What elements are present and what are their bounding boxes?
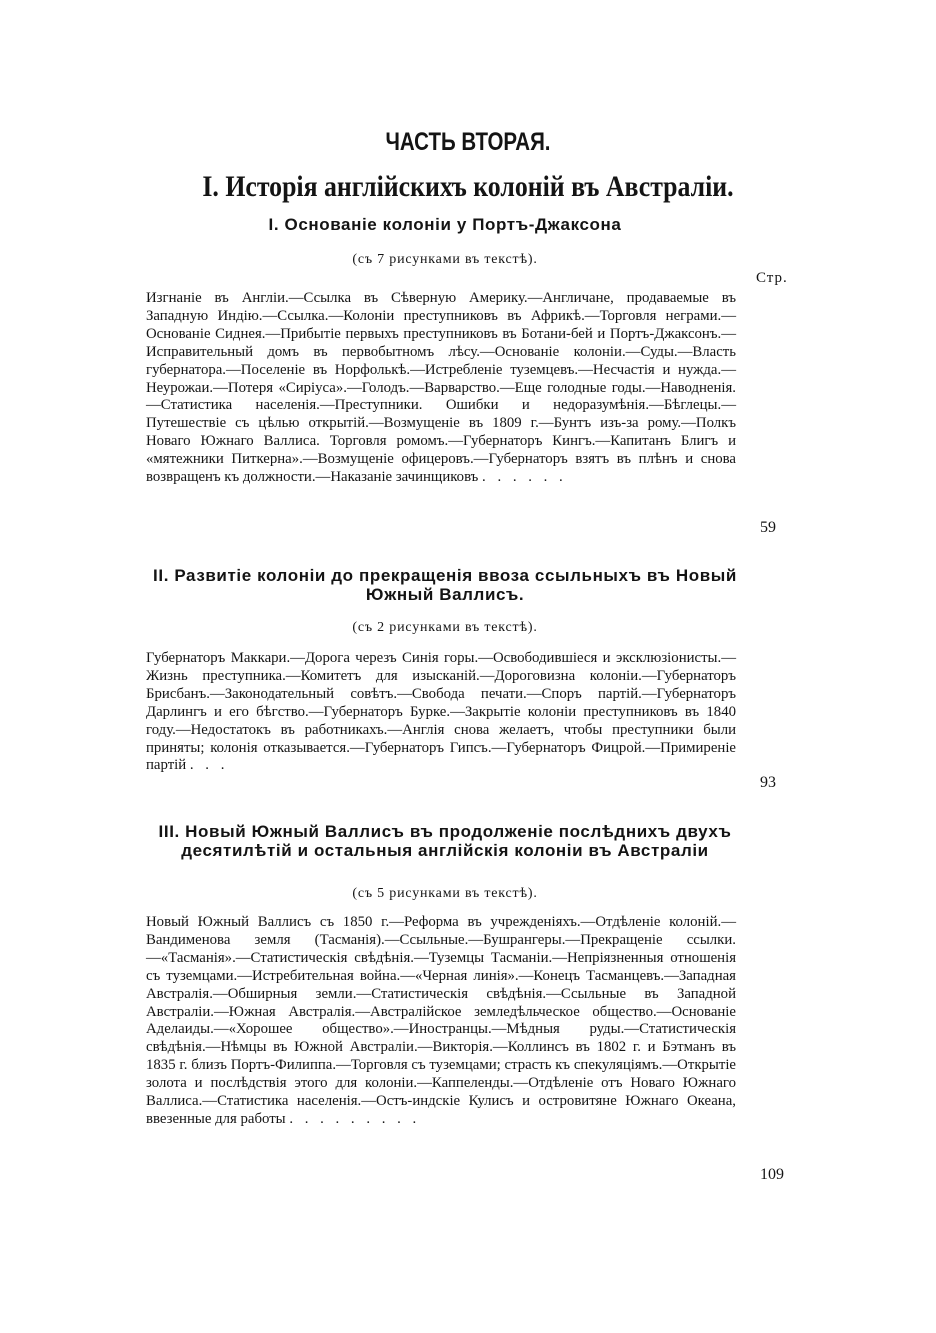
section-3-page-number: 109 [760, 1166, 784, 1183]
part-title: ЧАСТЬ ВТОРАЯ. [385, 128, 551, 156]
leader-dots: . . . [189, 757, 229, 774]
section-2-contents-text: Губернаторъ Маккари.—Дорога черезъ Синія горы.—Освободившіеся и эксклюзіонисты.—Жизнь преступника.—Комитетъ для изысканій.—Дороговизна колоніи.—Губернаторъ Брисбанъ.—Законодательный совѣтъ.—Свобода печати.—Споръ партій.—Губернаторъ Дарлингъ и его бѣгство.—Губернаторъ Бурке.—Закрытіе колоніи преступниковъ въ 1840 году.—Недостатокъ въ работникахъ.—Англія снова желаетъ, чтобы преступники были приняты; колонія отказывается.—Губернаторъ Гипсъ.—Губернаторъ Фицрой.—Примиреніе партій [146, 650, 736, 774]
leader-dots: . . . . . . . . . [289, 1110, 421, 1127]
section-1-page-number: 59 [760, 519, 776, 536]
section-3-title: III. Новый Южный Валлисъ въ продолженіе послѣднихъ двухъ десятилѣтій и остальныя англійскія колоніи въ Австраліи [158, 822, 732, 860]
section-1-illustrations: (съ 7 рисунками въ текстѣ). [352, 252, 538, 267]
section-2-illustrations: (съ 2 рисунками въ текстѣ). [352, 620, 538, 635]
section-2-title: II. Развитіе колоніи до прекращенія ввоза ссыльныхъ въ Новый Южный Валлисъ. [153, 566, 737, 604]
page-column-label: Стр. [756, 270, 788, 286]
section-2-page-number: 93 [760, 774, 776, 791]
section-2-contents [146, 650, 736, 775]
section-1-title: I. Основаніе колоніи у Портъ-Джаксона [268, 215, 622, 234]
leader-dots: . . . . . . [482, 469, 567, 486]
section-3-contents-text: Новый Южный Валлисъ съ 1850 г.—Реформа въ учрежденіяхъ.—Отдѣленіе колоній.—Вандименова земля (Тасманія).—Ссыльные.—Бушрангеры.—Прекращеніе ссылки.—«Тасманія».—Статистическія свѣдѣнія.—Туземцы Тасманіи.—Непріязненныя отношенія съ туземцами.—Истребительная война.—«Черная линія».—Конецъ Тасманцевъ.—Западная Австралія.—Обширныя земли.—Статистическія свѣдѣнія.—Ссыльные въ Западной Австраліи.—Южная Австралія.—Австралійское земледѣльческое общество.—Основаніе Аделаиды.—«Хорошее общество».—Иностранцы.—Мѣдныя руды.—Статистическія свѣдѣнія.—Нѣмцы въ Южной Австраліи.—Викторія.—Коллинсъ въ 1802 г. и Бэтманъ въ 1835 г. близъ Портъ-Филиппа.—Торговля съ туземцами; страсть къ спекуляціямъ.—Открытіе золота и послѣдствія этого для колоніи.—Каппеленды.—Отдѣленіе отъ Новаго Южнаго Валлиса.—Статистика населенія.—Остъ-индскіе Кулисъ и островитяне Южнаго Океана, ввезенные для работы [146, 914, 736, 1127]
chapter-title: I. Исторія англійскихъ колоній въ Австраліи. [202, 170, 734, 203]
section-3-illustrations: (съ 5 рисунками въ текстѣ). [352, 886, 538, 901]
section-1-contents-text: Изгнаніе въ Англіи.—Ссылка въ Сѣверную Америку.—Англичане, продаваемые въ Западную Индію.—Ссылка.—Колоніи преступниковъ въ Африкѣ.—Торговля неграми.—Основаніе Сиднея.—Прибытіе первыхъ преступниковъ въ Ботани-бей и Портъ-Джаксонъ.—Исправительный домъ въ первобытномъ лѣсу.—Основаніе колоніи.—Суды.—Власть губернатора.—Поселеніе въ Норфолькѣ.—Истребленіе туземцевъ.—Несчастія и нужда.—Неурожаи.—Потеря «Сиріуса».—Голодъ.—Варварство.—Еще голодные годы.—Наводненія.—Статистика населенія.—Преступники. Ошибки и недоразумѣнія.—Бѣглецы.—Путешествіе съ цѣлью открытій.—Возмущеніе въ 1809 г.—Бунтъ изъ-за рому.—Полкъ Новаго Южнаго Валлиса. Торговля ромомъ.—Губернаторъ Кингъ.—Капитанъ Блигъ и «мятежники Питкерна».—Возмущеніе офицеровъ.—Губернаторъ взятъ въ плѣнъ и снова возвращенъ къ должности.—Наказаніе зачинщиковъ [146, 290, 736, 486]
section-1-contents [146, 290, 736, 487]
section-3-contents [146, 914, 736, 1129]
